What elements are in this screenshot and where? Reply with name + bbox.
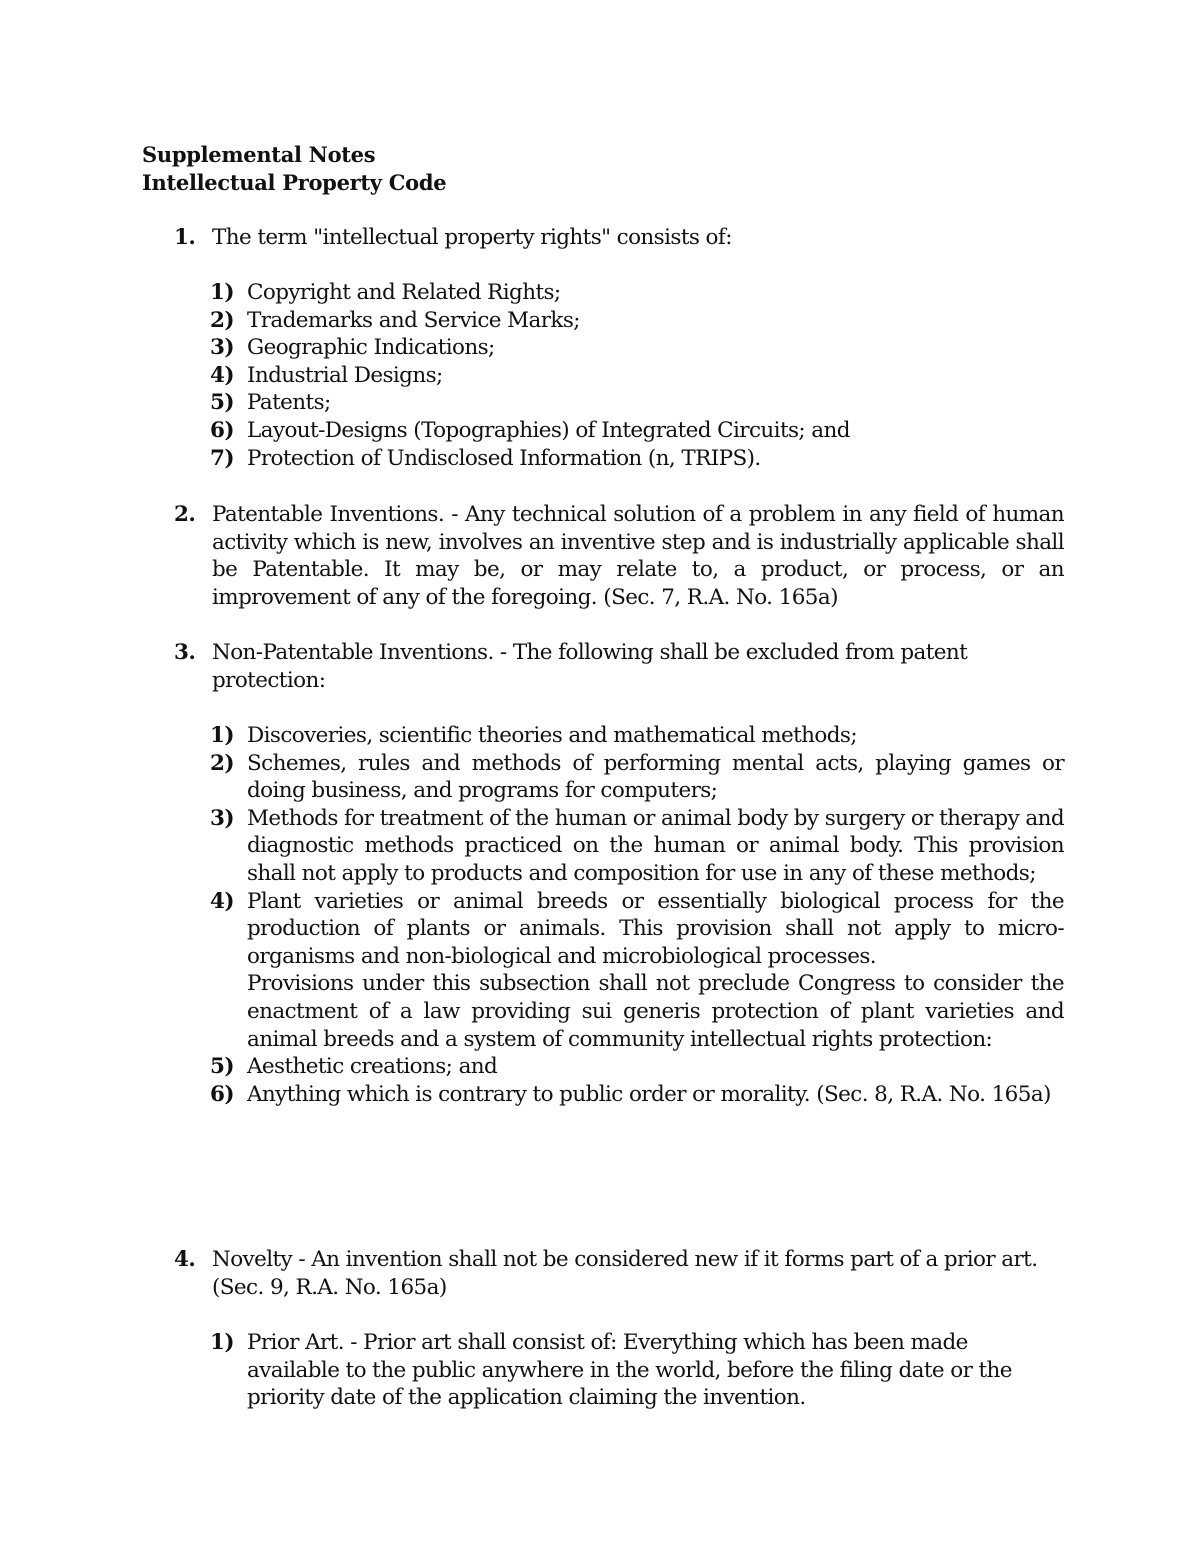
document-title	[142, 141, 446, 197]
item-number: 1)	[210, 723, 234, 748]
section-number: 1.	[174, 225, 196, 250]
section-4	[174, 1246, 1064, 1301]
item-text: Layout-Designs (Topographies) of Integrated Circuits; and	[247, 417, 850, 443]
item-text: Industrial Designs;	[247, 362, 443, 388]
list-item	[210, 722, 1064, 750]
section-text: Non-Patentable Inventions. - The following shall be excluded from patent protection:	[212, 640, 968, 693]
section-4-list	[210, 1329, 1064, 1412]
item-number: 1)	[210, 1330, 234, 1355]
section-number: 3.	[174, 640, 196, 665]
section-3-list	[210, 722, 1064, 1108]
section-number: 4.	[174, 1247, 196, 1272]
list-item	[210, 805, 1064, 888]
section-number: 2.	[174, 502, 196, 527]
title-line-1: Supplemental Notes	[142, 142, 376, 167]
item-text: Methods for treatment of the human or animal body by surgery or therapy and diagnostic methods practiced on the human or animal body. This provision shall not apply to products and composition for use in any of these methods;	[247, 805, 1064, 886]
item-text: Trademarks and Service Marks;	[247, 307, 580, 333]
list-item	[210, 279, 1064, 307]
list-item	[210, 888, 1064, 971]
item-number: 6)	[210, 417, 234, 443]
item-number: 4)	[210, 888, 234, 914]
list-note: Provisions under this subsection shall not preclude Congress to consider the enactment of a law providing sui generis protection of plant varieties and animal breeds and a system of community intellectual rights protection:	[247, 971, 1064, 1052]
list-item	[210, 334, 1064, 362]
list-item	[210, 307, 1064, 335]
item-number: 5)	[210, 1054, 234, 1080]
section-text: Patentable Inventions. - Any technical solution of a problem in any field of human activity which is new, involves an inventive step and is industrially applicable shall be Patentable. It may be, or may relate to, a product, or process, or an improvement of any of the foregoing. (Sec. 7, R.A. No. 165a)	[212, 502, 1064, 610]
list-item	[210, 417, 1064, 445]
item-number: 6)	[210, 1081, 234, 1107]
item-text: Patents;	[247, 390, 331, 416]
list-item	[210, 1053, 1064, 1081]
item-text: Geographic Indications;	[247, 335, 495, 361]
item-text: Schemes, rules and methods of performing mental acts, playing games or doing business, and programs for computers;	[247, 750, 1064, 804]
item-text: Discoveries, scientific theories and mathematical methods;	[247, 723, 857, 748]
title-line-2: Intellectual Property Code	[142, 170, 447, 195]
list-item	[210, 1329, 1064, 1412]
section-2	[174, 501, 1064, 611]
item-number: 4)	[210, 362, 234, 388]
list-item	[210, 750, 1064, 805]
section-text: The term "intellectual property rights" consists of:	[212, 225, 732, 250]
list-item	[210, 362, 1064, 390]
section-1	[174, 224, 1064, 252]
item-number: 3)	[210, 805, 234, 831]
item-text: Prior Art. - Prior art shall consist of: Everything which has been made available to the public anywhere in the world, before the filing date or the priority date of the application claiming the invention.	[247, 1330, 1012, 1411]
section-3	[174, 639, 1064, 694]
item-number: 1)	[210, 280, 234, 305]
item-text: Anything which is contrary to public order or morality. (Sec. 8, R.A. No. 165a)	[247, 1081, 1051, 1107]
item-number: 7)	[210, 445, 234, 471]
item-text: Protection of Undisclosed Information (n, TRIPS).	[247, 445, 761, 471]
list-item	[210, 1081, 1064, 1109]
item-number: 2)	[210, 307, 234, 333]
item-number: 3)	[210, 335, 234, 361]
item-text: Aesthetic creations; and	[247, 1054, 498, 1080]
item-number: 2)	[210, 750, 234, 776]
list-item	[210, 445, 1064, 473]
item-number: 5)	[210, 390, 234, 416]
item-text: Copyright and Related Rights;	[247, 280, 561, 305]
section-1-list	[210, 279, 1064, 472]
list-item	[210, 389, 1064, 417]
item-text: Plant varieties or animal breeds or essentially biological process for the production of plants or animals. This provision shall not apply to micro-organisms and non-biological and microbiological processes.	[247, 888, 1064, 969]
section-text: Novelty - An invention shall not be considered new if it forms part of a prior art. (Sec. 9, R.A. No. 165a)	[212, 1247, 1038, 1300]
